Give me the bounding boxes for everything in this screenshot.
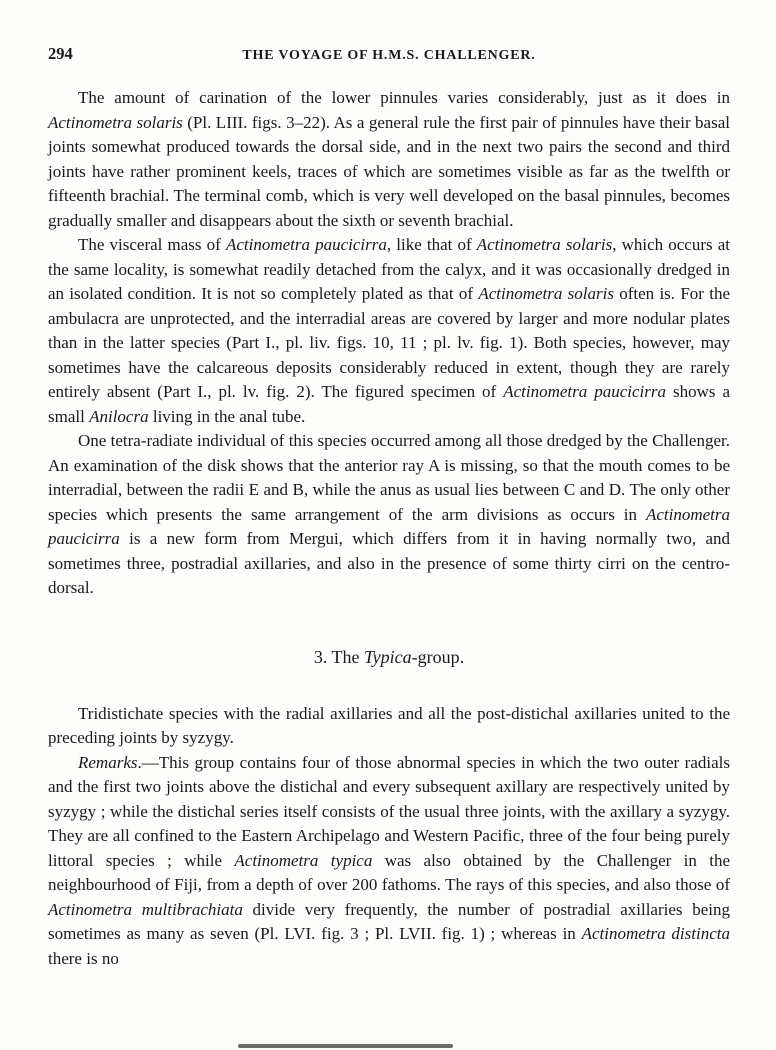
text-run: there is no	[48, 948, 119, 968]
italic-text-run: Actinometra solaris	[48, 112, 183, 132]
text-run: Tridistichate species with the radial axillaries and all the post-distichal axillaries united to the preceding joints by syzygy.	[48, 703, 730, 747]
paragraph	[48, 429, 730, 601]
italic-text-run: Actinometra solaris	[478, 284, 614, 303]
text-run: shows a small	[48, 382, 730, 426]
italic-text-run: Remarks	[78, 752, 138, 772]
text-run: One tetra-radiate individual of this species occurred among all those dredged by the Challenger. An examination of the disk shows that the anterior ray A is missing, so that the mouth comes to be interradial, between the radii E and B, while the anus as usual lies between C and D. The only other species which presents the same arrangement of the arm divisions as occurs in	[48, 431, 730, 524]
text-run: was also obtained by the Challenger in the neighbourhood of Fiji, from a depth of over 200 fathoms. The rays of this species, and also those of	[48, 850, 731, 894]
italic-text-run: Actinometra paucicirra	[503, 382, 666, 401]
running-title: THE VOYAGE OF H.M.S. CHALLENGER.	[242, 48, 536, 63]
text-run: -group.	[411, 646, 465, 667]
text-run: (Pl. LIII. figs. 3–22). As a general rule the first pair of pinnules have their basal joints somewhat produced towards the dorsal side, and in the next two pairs the second and third joints have rather prominent keels, traces of which are sometimes visible as far as the twelfth or fifteenth brachial. The terminal comb, which is very well developed on the basal pinnules, becomes gradually smaller and disappears about the sixth or seventh brachial.	[48, 112, 730, 230]
italic-text-run: Actinometra solaris	[476, 235, 613, 254]
italic-text-run: Actinometra multibrachiata	[48, 899, 243, 919]
text-run: , like that of	[386, 235, 477, 254]
italic-text-run: Actinometra paucicirra	[225, 235, 387, 254]
italic-text-run: Actinometra typica	[234, 850, 373, 870]
paragraph	[48, 86, 730, 233]
text-run: .—This group contains four of those abnormal species in which the two outer radials and the first two joints above the distichal and every subsequent axillary are respectively united by syzygy ; while the distichal series itself consists of the usual three joints, with the axillary a syzygy. They are all confined to the Eastern Archipelago and Western Pacific, three of the four being purely littoral species ; while	[48, 752, 730, 870]
section-heading	[48, 647, 730, 668]
page-number: 294	[48, 44, 73, 63]
italic-text-run: Actinometra distincta	[581, 924, 730, 943]
text-run: The visceral mass of	[78, 235, 226, 254]
text-run: divide very frequently, the number of postradial axillaries being sometimes as many as seven (Pl. LVI. fig. 3 ; Pl. LVII. fig. 1) ; whereas in	[48, 899, 730, 943]
text-run: The amount of carination of the lower pinnules varies considerably, just as it does in	[78, 88, 730, 107]
italic-text-run: Actinometra paucicirra	[48, 504, 730, 548]
paragraph	[48, 702, 730, 751]
page-content	[48, 86, 730, 971]
paragraph	[48, 751, 730, 972]
italic-text-run: Anilocra	[89, 406, 149, 426]
paragraph	[48, 233, 730, 429]
scan-artifact	[238, 1044, 453, 1048]
text-run: living in the anal tube.	[148, 406, 306, 426]
italic-text-run: Typica	[364, 646, 412, 667]
text-run: 3. The	[313, 646, 364, 667]
text-run: often is. For the ambulacra are unprotected, and the interradial areas are covered by larger and more nodular plates than in the latter species (Part I., pl. liv. figs. 10, 11 ; pl. lv. fig. 1). Both species, however, may sometimes have the calcareous deposits considerably reduced in extent, though they are rarely entirely absent (Part I., pl. lv. fig. 2). The figured specimen of	[48, 284, 730, 401]
page-header	[48, 44, 730, 64]
text-run: , which occurs at the same locality, is somewhat readily detached from the calyx, and it was occasionally dredged in an isolated condition. It is not so completely plated as that of	[48, 235, 730, 303]
text-run: is a new form from Mergui, which differs from it in having normally two, and sometimes three, postradial axillaries, and also in the presence of some thirty cirri on the centro-dorsal.	[48, 529, 730, 597]
